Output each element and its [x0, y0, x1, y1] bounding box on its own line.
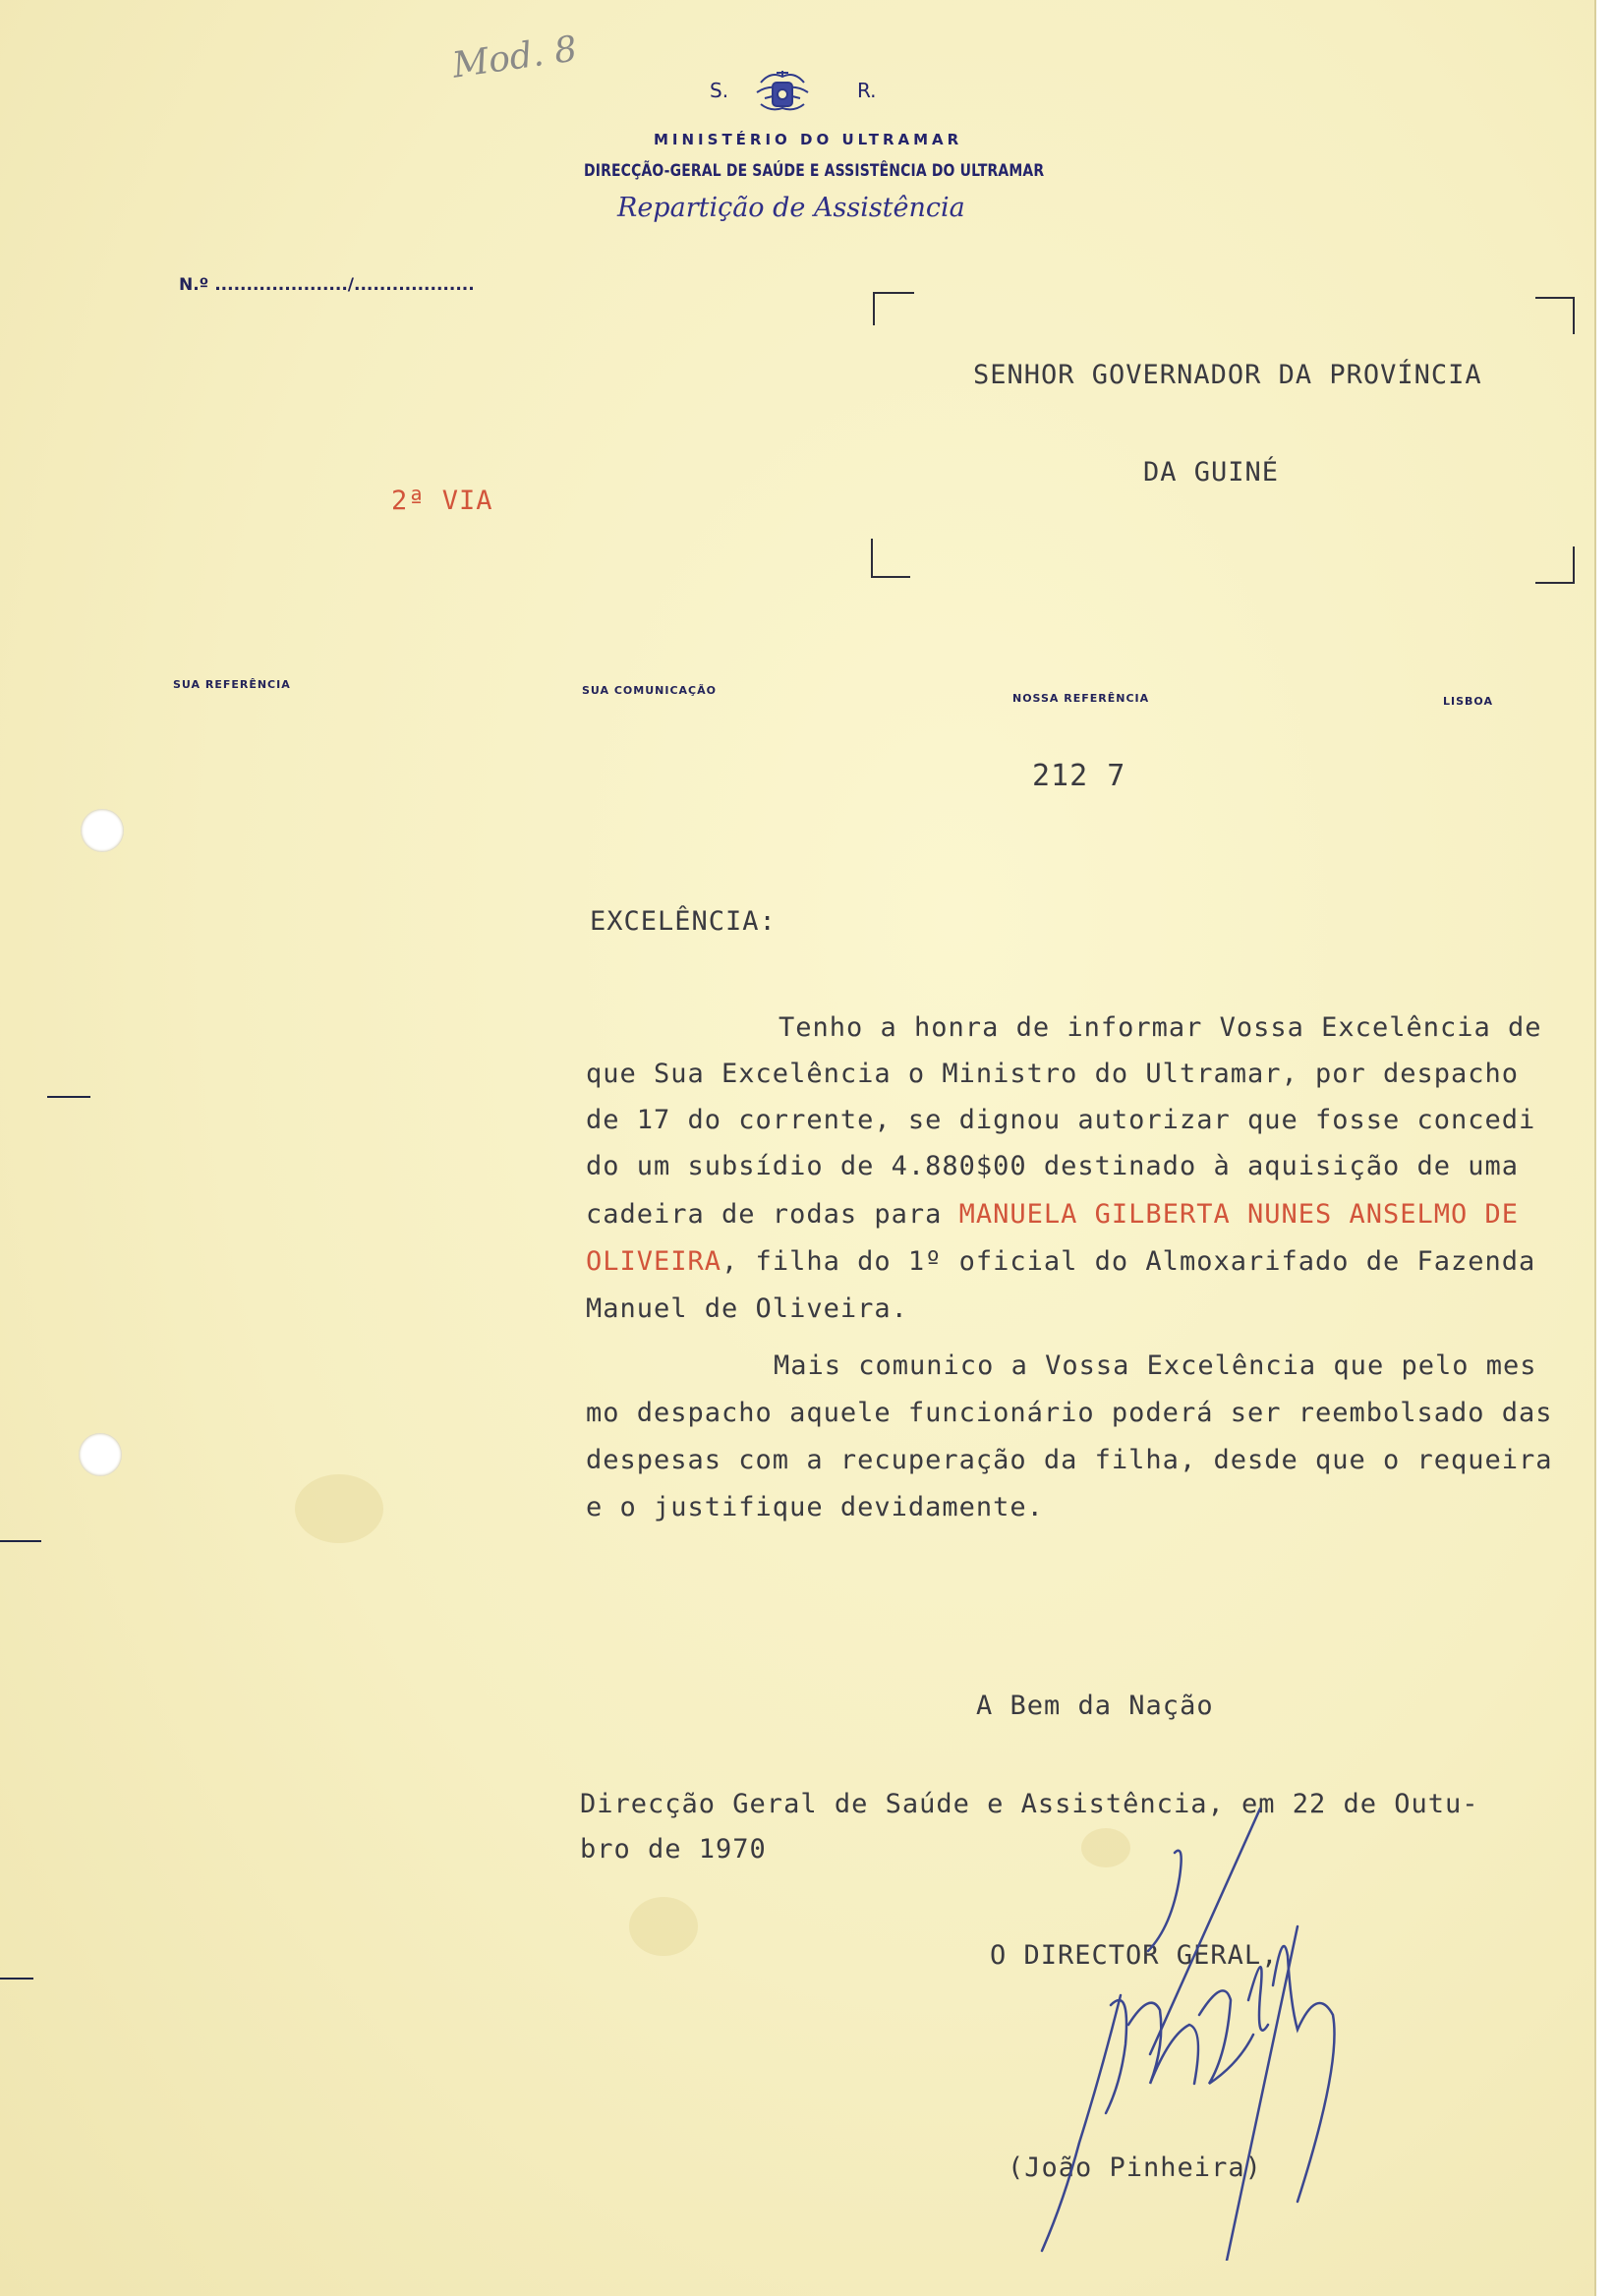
number-field: N.º ...................../................... — [179, 275, 475, 295]
paper-stain — [295, 1474, 383, 1543]
address-bracket-tl — [873, 292, 914, 325]
letterhead-r: R. — [857, 79, 877, 102]
address-bracket-bl — [871, 539, 910, 578]
date-line-2: bro de 1970 — [580, 1834, 767, 1865]
body-p1-line: que Sua Excelência o Ministro do Ultramar, por despacho — [586, 1059, 1520, 1089]
margin-mark — [0, 1978, 33, 1980]
margin-mark — [47, 1096, 90, 1098]
body-p1-line: do um subsídio de 4.880$00 destinado à aquisição de uma — [586, 1151, 1520, 1181]
body-p2-line: despesas com a recuperação da filha, desde que o requeira — [586, 1445, 1553, 1475]
beneficiary-name: MANUELA GILBERTA NUNES ANSELMO DE — [958, 1199, 1520, 1230]
body-p1-line-5 — [586, 1199, 1564, 1230]
letterhead-directorate: DIRECÇÃO-GERAL DE SAÚDE E ASSISTÊNCIA DO ULTRAMAR — [584, 161, 1045, 181]
label-lisboa: LISBOA — [1443, 695, 1493, 708]
margin-mark — [0, 1540, 41, 1542]
punch-hole-bottom — [79, 1433, 122, 1476]
address-bracket-tr — [1535, 297, 1575, 334]
body-p1-line: Manuel de Oliveira. — [586, 1293, 908, 1324]
coat-of-arms-icon — [751, 63, 814, 126]
date-line-1: Direcção Geral de Saúde e Assistência, em 22 de Outu- — [580, 1789, 1479, 1819]
addressee-line2: DA GUINÉ — [1143, 457, 1280, 488]
signature-icon — [1003, 1789, 1376, 2261]
body-p1-line: de 17 do corrente, se dignou autorizar que fosse concedi — [586, 1105, 1536, 1135]
label-sua-referencia: SUA REFERÊNCIA — [173, 678, 291, 691]
punch-hole-top — [81, 809, 124, 852]
signatory-name: (João Pinheira) — [1008, 2152, 1262, 2183]
body-p2-line: Mais comunico a Vossa Excelência que pelo mes — [774, 1350, 1537, 1381]
beneficiary-name: OLIVEIRA — [586, 1246, 722, 1277]
salutation: EXCELÊNCIA: — [590, 906, 777, 937]
body-text: , filha do 1º oficial do Almoxarifado de Fazenda — [721, 1246, 1536, 1277]
paper-stain — [629, 1897, 698, 1956]
body-p1-line-6 — [586, 1246, 1564, 1277]
body-p2-line: e o justifique devidamente. — [586, 1492, 1044, 1522]
letterhead-ministry: MINISTÉRIO DO ULTRAMAR — [654, 131, 963, 148]
letterhead-s: S. — [710, 79, 729, 102]
body-p2-line: mo despacho aquele funcionário poderá ser reembolsado das — [586, 1398, 1553, 1428]
nossa-referencia-value: 212 7 — [1032, 759, 1126, 793]
address-bracket-br — [1535, 546, 1575, 584]
addressee-line1: SENHOR GOVERNADOR DA PROVÍNCIA — [973, 360, 1482, 390]
body-p1-line: Tenho a honra de informar Vossa Excelência de — [779, 1012, 1542, 1043]
body-text: cadeira de rodas para — [586, 1199, 959, 1230]
handwritten-note: Mod. 8 — [449, 29, 580, 86]
closing: A Bem da Nação — [976, 1691, 1214, 1721]
letterhead-department: Repartição de Assistência — [617, 193, 965, 223]
label-sua-comunicacao: SUA COMUNICAÇÃO — [582, 684, 717, 697]
copy-mark: 2ª VIA — [391, 486, 493, 516]
signatory-title: O DIRECTOR GERAL, — [990, 1940, 1279, 1971]
label-nossa-referencia: NOSSA REFERÊNCIA — [1012, 692, 1150, 705]
